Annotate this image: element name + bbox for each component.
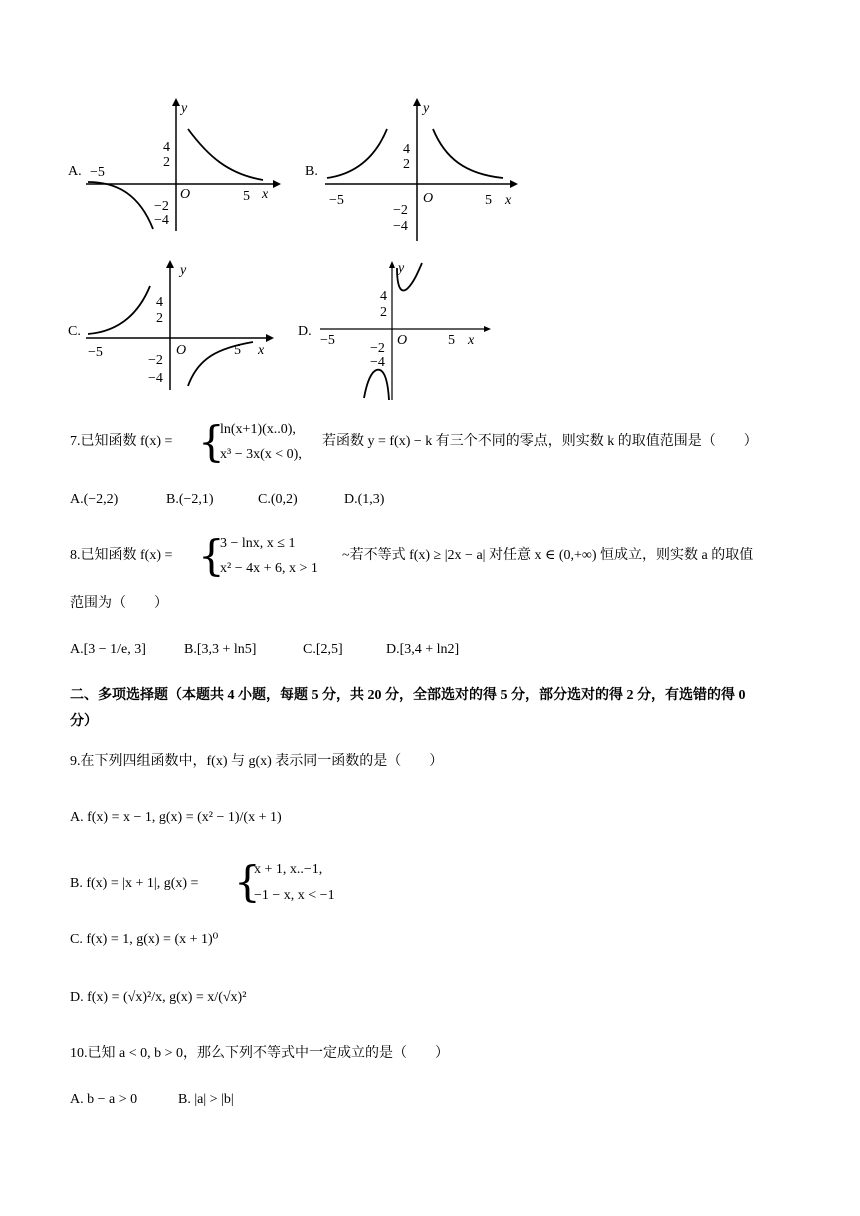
y-axis-label: y [398,261,405,276]
q9-option-b[interactable] [70,858,390,910]
tick-y-neg2: −2 [148,353,163,368]
tick-y-4: 4 [156,295,163,310]
y-axis-label: y [180,263,187,278]
graph-a-svg [68,96,288,236]
tick-y-4: 4 [163,140,170,155]
q7-case2: x³ − 3x(x < 0), [220,447,302,462]
tick-y-2: 2 [156,311,163,326]
tick-y-2: 2 [380,305,387,320]
tick-y-neg4: −4 [154,213,169,228]
q8-suffix: ~若不等式 f(x) ≥ |2x − a| 对任意 x ∈ (0,+∞) 恒成立，则实数 a 的取值 [342,548,754,563]
q10-option-a[interactable]: A. b − a > 0 [70,1092,138,1107]
q8-option-c[interactable]: C.[2,5] [303,642,343,657]
tick-x-neg: −5 [90,165,105,180]
tick-x-pos: 5 [448,333,455,348]
option-label: C. [68,324,81,339]
q9-stem: 9.在下列四组函数中，f(x) 与 g(x) 表示同一函数的是（ ） [70,754,444,769]
q8-case1: 3 − lnx, x ≤ 1 [220,536,296,551]
y-axis-label: y [423,101,430,116]
q8-prefix: 8.已知函数 f(x) = [70,548,173,563]
tick-y-neg4: −4 [148,371,163,386]
brace-icon: { [198,531,225,580]
graph-d-svg [298,258,498,403]
q9-option-c[interactable]: C. f(x) = 1, g(x) = (x + 1)⁰ [70,932,219,947]
q8-options [70,640,490,664]
q7-option-c[interactable]: C.(0,2) [258,492,298,507]
origin-label: O [180,187,191,202]
option-label: A. [68,164,82,179]
tick-x-pos: 5 [243,189,250,204]
q7-case1: ln(x+1)(x..0), [220,422,296,437]
tick-y-neg4: −4 [370,355,385,370]
graph-option-b [305,96,530,246]
tick-y-neg4: −4 [393,219,408,234]
brace-icon: { [234,857,261,906]
q8-line2: 范围为（ ） [70,596,168,611]
x-axis-label: x [505,193,512,208]
q9-b-case1: x + 1, x..−1, [254,862,323,877]
tick-y-neg2: −2 [370,341,385,356]
graph-c-svg [68,258,288,398]
graph-option-d [298,258,498,403]
q7-suffix: 若函数 y = f(x) − k 有三个不同的零点，则实数 k 的取值范围是（ ） [322,434,758,449]
q8-option-d[interactable]: D.[3,4 + ln2] [386,642,460,657]
tick-x-pos: 5 [485,193,492,208]
q8-option-b[interactable]: B.[3,3 + ln5] [184,642,257,657]
q9-b-case2: −1 − x, x < −1 [254,888,335,903]
tick-y-4: 4 [380,289,387,304]
q7-option-d[interactable]: D.(1,3) [344,492,385,507]
origin-label: O [423,191,434,206]
q7-options [70,490,470,512]
tick-x-pos: 5 [234,343,241,358]
question-8 [70,532,800,584]
option-label: B. [305,164,318,179]
option-label: D. [298,324,312,339]
tick-y-2: 2 [163,155,170,170]
origin-label: O [176,343,187,358]
section-heading: 二、多项选择题（本题共 4 小题，每题 5 分，共 20 分，全部选对的得 5 分，部分选对的得 2 分，有选错的得 0 [70,688,746,703]
q7-prefix: 7.已知函数 f(x) = [70,434,173,449]
tick-y-4: 4 [403,142,410,157]
brace-icon: { [198,417,225,466]
q9-b-prefix: B. f(x) = |x + 1|, g(x) = [70,876,199,891]
tick-y-neg2: −2 [393,203,408,218]
q7-option-a[interactable]: A.(−2,2) [70,492,119,507]
section-heading-line2: 分） [70,714,98,729]
graph-b-svg [305,96,530,246]
graph-option-a [68,96,288,236]
origin-label: O [397,333,408,348]
q8-option-a[interactable]: A.[3 − 1/e, 3] [70,642,146,657]
x-axis-label: x [468,333,475,348]
tick-x-neg: −5 [88,345,103,360]
q10-stem: 10.已知 a < 0, b > 0，那么下列不等式中一定成立的是（ ） [70,1046,450,1061]
y-axis-label: y [181,101,188,116]
tick-y-2: 2 [403,157,410,172]
tick-y-neg2: −2 [154,199,169,214]
question-7 [70,418,800,470]
q10-option-b[interactable]: B. |a| > |b| [178,1092,234,1107]
x-axis-label: x [258,343,265,358]
graph-option-c [68,258,288,398]
x-axis-label: x [262,187,269,202]
q9-option-d[interactable]: D. f(x) = (√x)²/x, g(x) = x/(√x)² [70,990,247,1005]
tick-x-neg: −5 [329,193,344,208]
q7-option-b[interactable]: B.(−2,1) [166,492,214,507]
q8-case2: x² − 4x + 6, x > 1 [220,561,318,576]
q9-option-a[interactable]: A. f(x) = x − 1, g(x) = (x² − 1)/(x + 1) [70,810,282,825]
tick-x-neg: −5 [320,333,335,348]
